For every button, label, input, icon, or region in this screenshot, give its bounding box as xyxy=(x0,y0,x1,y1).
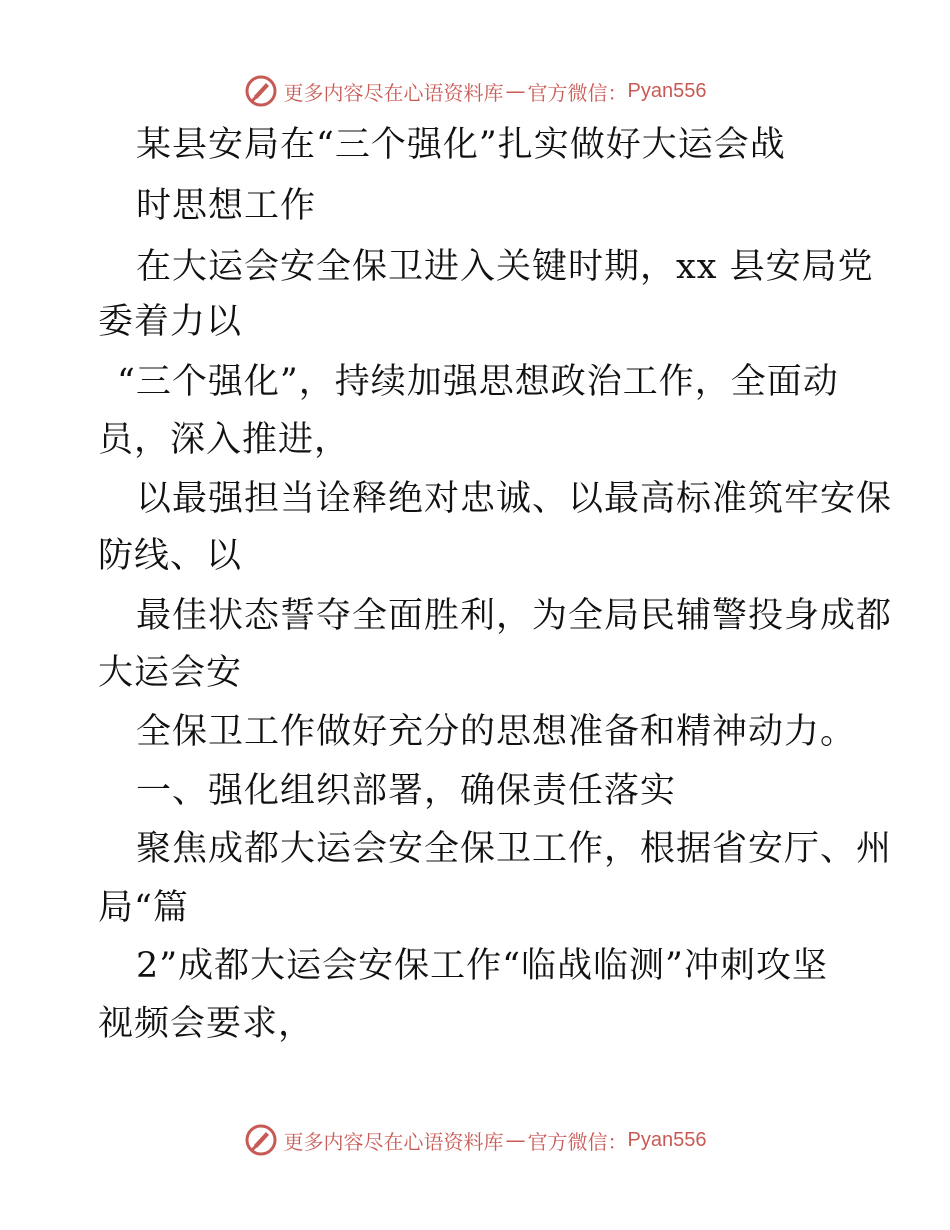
seal-logo-icon xyxy=(244,74,278,108)
section-heading: 一、强化组织部署，确保责任落实 xyxy=(136,771,677,811)
watermark-suffix: 官方微信： xyxy=(527,1129,628,1154)
paragraph-line: 员，深入推进， xyxy=(98,420,351,460)
watermark-text: 更多内容尽在心语资料库 xyxy=(283,1129,504,1154)
watermark-id: Pyan556 xyxy=(627,79,707,102)
header-watermark xyxy=(0,71,950,111)
watermark-separator: — xyxy=(505,1128,526,1152)
watermark-id: Pyan556 xyxy=(627,1128,707,1151)
watermark-text: 更多内容尽在心语资料库 xyxy=(283,80,504,105)
paragraph-line: 聚焦成都大运会安全保卫工作，根据省安厅、州 xyxy=(136,829,893,869)
watermark-suffix: 官方微信： xyxy=(527,80,628,105)
paragraph-line: “三个强化”，持续加强思想政治工作，全面动 xyxy=(117,362,839,402)
paragraph-line: 最佳状态誓夺全面胜利，为全局民辅警投身成都 xyxy=(136,596,893,636)
watermark-separator: — xyxy=(505,79,526,103)
paragraph-line: 防线、以 xyxy=(98,536,243,576)
paragraph-line: 大运会安 xyxy=(98,653,243,693)
document-title-line-2: 时思想工作 xyxy=(136,186,317,226)
footer-watermark xyxy=(0,1120,950,1160)
paragraph-line: 委着力以 xyxy=(98,302,243,342)
paragraph-line: 2”成都大运会安保工作“临战临测”冲刺攻坚 xyxy=(136,946,828,986)
document-title-line-1: 某县安局在“三个强化”扎实做好大运会战 xyxy=(136,125,786,165)
paragraph-line: 以最强担当诠释绝对忠诚、以最高标准筑牢安保 xyxy=(136,479,893,519)
paragraph-line: 局“篇 xyxy=(98,888,189,928)
paragraph-line: 视频会要求， xyxy=(98,1004,315,1044)
seal-logo-icon xyxy=(244,1123,278,1157)
paragraph-line: 全保卫工作做好充分的思想准备和精神动力。 xyxy=(136,712,857,752)
paragraph-line: 在大运会安全保卫进入关键时期，xx 县安局党 xyxy=(136,247,874,287)
